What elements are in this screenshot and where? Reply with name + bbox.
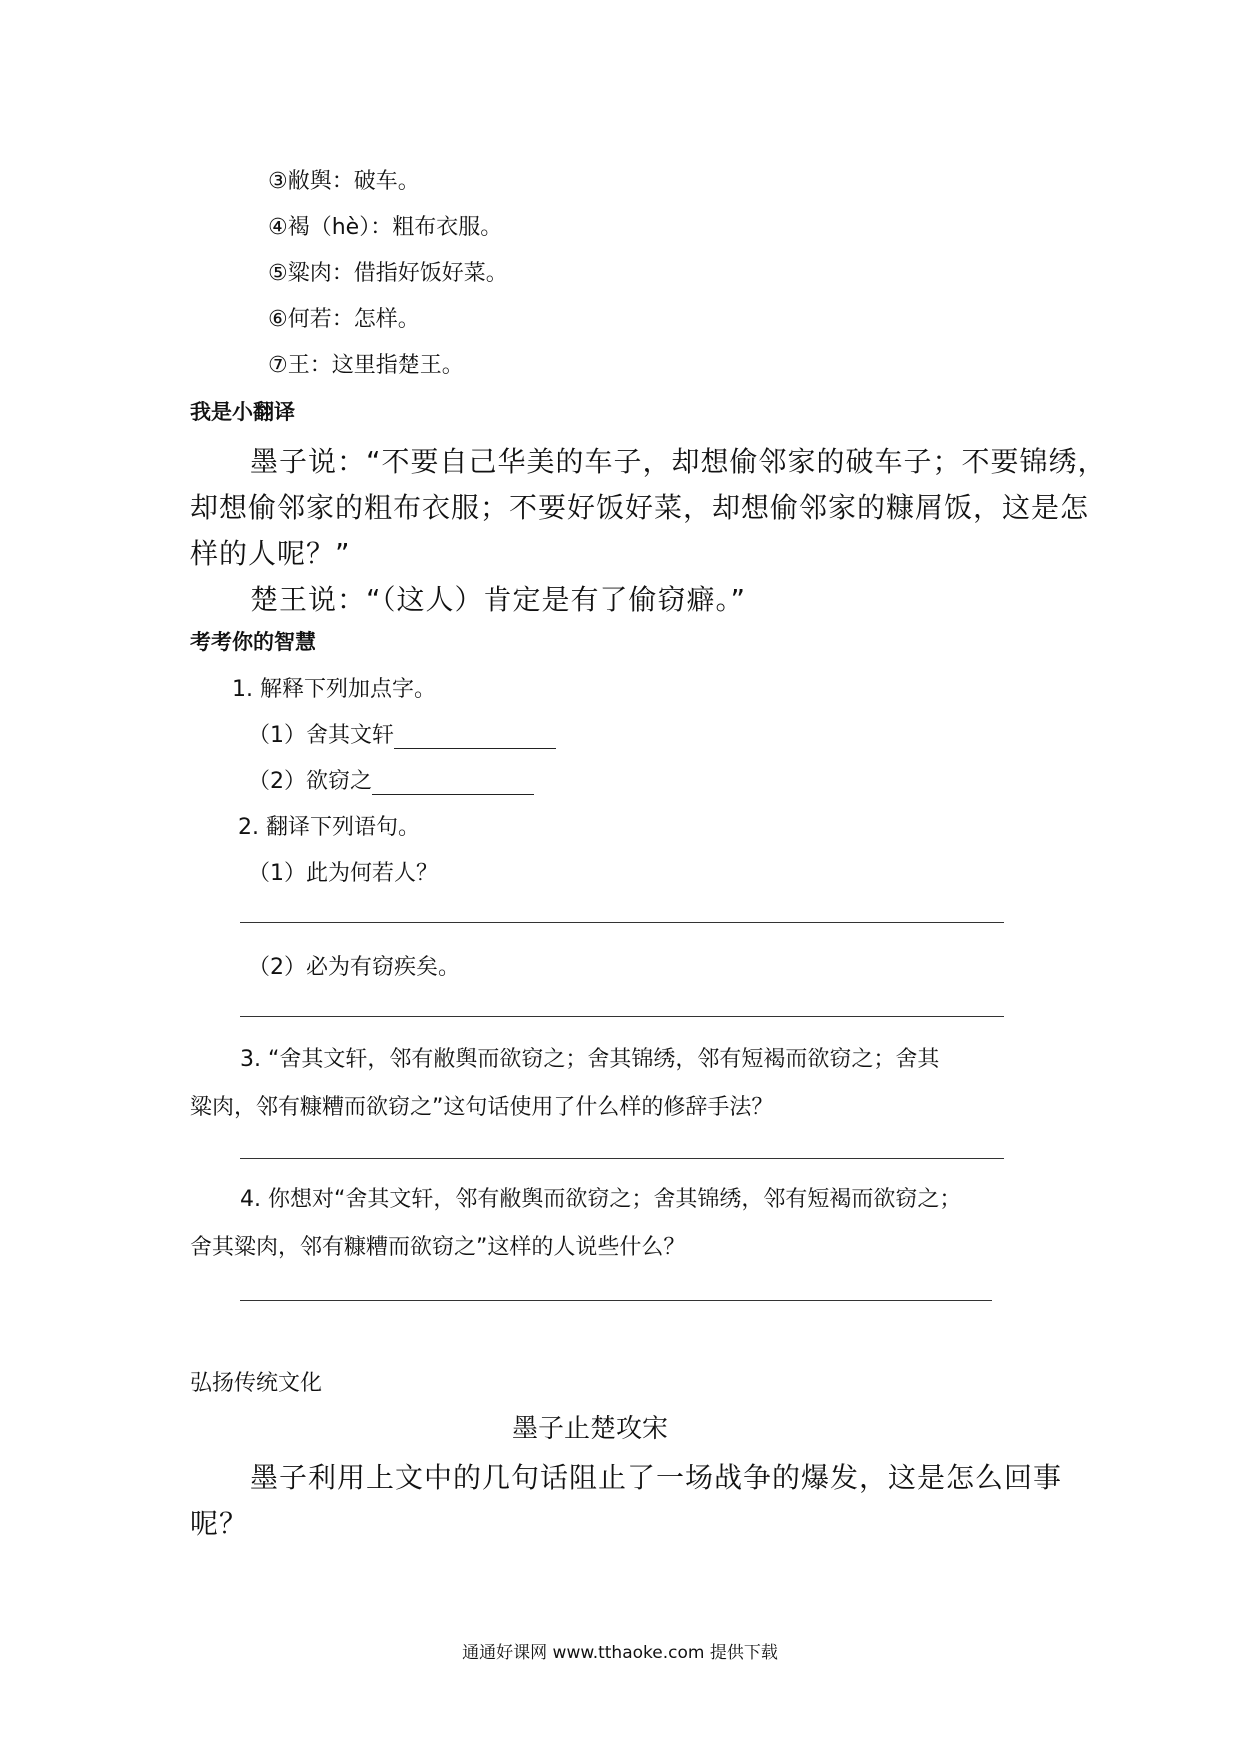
answer-line[interactable] — [240, 1158, 1004, 1159]
question-2-item-1: （1）此为何若人？ — [248, 861, 438, 886]
translation-line-2: 却想偷邻家的粗布衣服；不要好饭好菜，却想偷邻家的糠屑饭，这是怎 — [190, 491, 1090, 524]
question-3-line-1: 3. “舍其文轩，邻有敝舆而欲窃之；舍其锦绣，邻有短褐而欲窃之；舍其 — [240, 1047, 940, 1072]
answer-line[interactable] — [240, 1016, 1004, 1017]
question-1-item-1 — [248, 718, 556, 749]
question-3-line-2: 粱肉，邻有糠糟而欲窃之”这句话使用了什么样的修辞手法？ — [190, 1095, 774, 1120]
culture-heading: 弘扬传统文化 — [190, 1371, 323, 1396]
note-4: ④褐（hè）：粗布衣服。 — [268, 215, 503, 240]
note-7: ⑦王：这里指楚王。 — [268, 353, 464, 378]
question-1-item-2-text: （2）欲窃之 — [248, 769, 372, 794]
answer-line[interactable] — [240, 922, 1004, 923]
note-3: ③敝舆：破车。 — [268, 169, 420, 194]
story-title: 墨子止楚攻宋 — [511, 1414, 668, 1444]
quiz-heading: 考考你的智慧 — [190, 630, 316, 654]
question-4-line-1: 4. 你想对“舍其文轩，邻有敝舆而欲窃之；舍其锦绣，邻有短褐而欲窃之； — [240, 1187, 962, 1212]
question-2: 2. 翻译下列语句。 — [238, 815, 420, 840]
translation-line-4: 楚王说：“（这人）肯定是有了偷窃癖。” — [250, 583, 747, 616]
translation-line-1: 墨子说：“不要自己华美的车子，却想偷邻家的破车子；不要锦绣， — [250, 445, 1107, 478]
question-1: 1. 解释下列加点字。 — [232, 677, 436, 702]
note-5: ⑤粱肉：借指好饭好菜。 — [268, 261, 508, 286]
answer-line[interactable] — [240, 1300, 992, 1301]
question-2-item-2: （2）必为有窃疾矣。 — [248, 955, 460, 980]
question-1-item-2 — [248, 764, 534, 795]
page-footer: 通通好课网 www.tthaoke.com 提供下载 — [462, 1643, 778, 1663]
note-6: ⑥何若：怎样。 — [268, 307, 420, 332]
question-1-item-1-text: （1）舍其文轩 — [248, 723, 394, 748]
story-line-1: 墨子利用上文中的几句话阻止了一场战争的爆发，这是怎么回事 — [250, 1461, 1063, 1494]
translation-heading: 我是小翻译 — [190, 400, 295, 424]
question-4-line-2: 舍其粱肉，邻有糠糟而欲窃之”这样的人说些什么？ — [190, 1235, 686, 1260]
translation-line-3: 样的人呢？” — [190, 537, 351, 570]
answer-blank[interactable] — [372, 769, 534, 795]
answer-blank[interactable] — [394, 723, 556, 749]
story-line-2: 呢？ — [190, 1507, 249, 1540]
